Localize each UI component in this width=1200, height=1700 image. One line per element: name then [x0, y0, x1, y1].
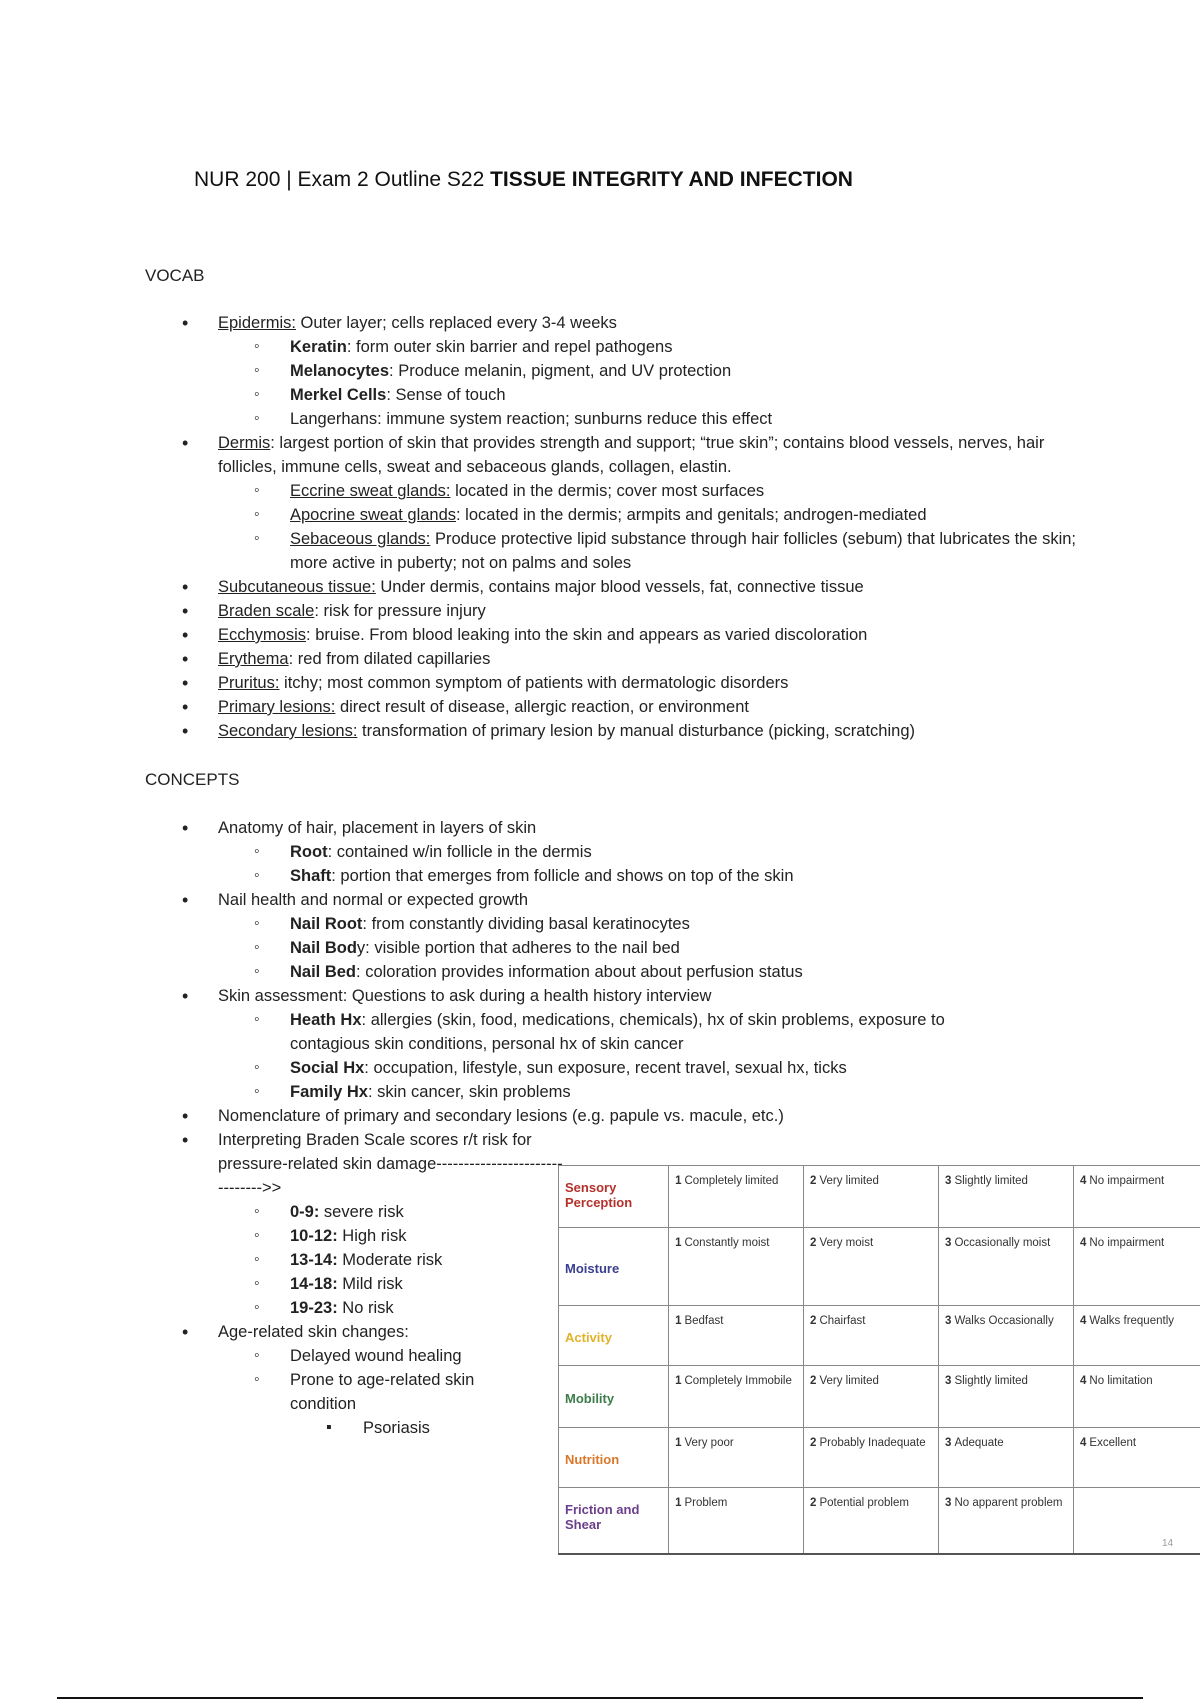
- list-item: • Erythema: red from dilated capillaries: [0, 647, 1100, 671]
- braden-cell: [669, 1488, 804, 1554]
- braden-descriptor: Constantly moist: [684, 1237, 770, 1249]
- page-number: 14: [1162, 1538, 1174, 1549]
- braden-score: 4: [1080, 1375, 1087, 1387]
- braden-score: 2: [810, 1375, 817, 1387]
- braden-score: 4: [1080, 1437, 1087, 1449]
- list-item: ◦ Merkel Cells: Sense of touch: [0, 383, 1100, 407]
- braden-category: Nutrition: [559, 1428, 669, 1488]
- list-item: • Interpreting Braden Scale scores r/t risk for pressure-related skin damage------------------------------->>: [0, 1128, 563, 1200]
- braden-scale-table: [558, 1165, 1200, 1555]
- list-item: ◦ Shaft: portion that emerges from follicle and shows on top of the skin: [0, 864, 1100, 888]
- braden-descriptor: Very limited: [819, 1175, 879, 1187]
- braden-score: 3: [945, 1315, 952, 1327]
- braden-descriptor: Potential problem: [819, 1497, 909, 1509]
- list-item: • Primary lesions: direct result of disease, allergic reaction, or environment: [0, 695, 1100, 719]
- braden-category: Friction and Shear: [559, 1488, 669, 1554]
- list-item: ◦ 13-14: Moderate risk: [0, 1248, 1100, 1272]
- braden-score: 1: [675, 1315, 682, 1327]
- list-item: ◦ Root: contained w/in follicle in the dermis: [0, 840, 1100, 864]
- braden-descriptor: Very limited: [819, 1375, 879, 1387]
- braden-cell: [939, 1306, 1074, 1366]
- braden-score: 2: [810, 1497, 817, 1509]
- list-item: ▪ Psoriasis: [0, 1416, 1100, 1440]
- braden-score: 3: [945, 1175, 952, 1187]
- braden-score: 1: [675, 1175, 682, 1187]
- braden-descriptor: Very moist: [819, 1237, 874, 1249]
- braden-cell: [669, 1366, 804, 1428]
- table-row: [559, 1306, 1200, 1366]
- list-item: ◦ Eccrine sweat glands: located in the dermis; cover most surfaces: [0, 479, 1100, 503]
- braden-score: 3: [945, 1237, 952, 1249]
- vocab-list: [0, 311, 1100, 743]
- list-item: • Dermis: largest portion of skin that provides strength and support; “true skin”; contains blood vessels, nerves, hair follicles, immune cells, sweat and sebaceous glands, collagen, elastin.: [0, 431, 1100, 479]
- braden-score: 4: [1080, 1175, 1087, 1187]
- braden-descriptor: Probably Inadequate: [819, 1437, 926, 1449]
- braden-cell: [939, 1488, 1074, 1554]
- braden-descriptor: Occasionally moist: [954, 1237, 1051, 1249]
- table-row: [559, 1366, 1200, 1428]
- braden-cell: [1074, 1366, 1200, 1428]
- list-item: • Nail health and normal or expected growth: [0, 888, 1100, 912]
- list-item: ◦ Nail Root: from constantly dividing basal keratinocytes: [0, 912, 1100, 936]
- list-item: • Age-related skin changes:: [0, 1320, 1100, 1344]
- footer-divider: [57, 1697, 1143, 1699]
- braden-cell: [1074, 1428, 1200, 1488]
- list-item: ◦ 19-23: No risk: [0, 1296, 1100, 1320]
- braden-score: 2: [810, 1315, 817, 1327]
- braden-descriptor: Chairfast: [819, 1315, 866, 1327]
- list-item: ◦ 14-18: Mild risk: [0, 1272, 1100, 1296]
- braden-descriptor: Problem: [684, 1497, 728, 1509]
- braden-cell: [804, 1366, 939, 1428]
- table-row: [559, 1228, 1200, 1306]
- braden-descriptor: Slightly limited: [954, 1175, 1028, 1187]
- braden-score: 2: [810, 1237, 817, 1249]
- list-item: ◦ Langerhans: immune system reaction; sunburns reduce this effect: [0, 407, 1100, 431]
- braden-score: 3: [945, 1497, 952, 1509]
- list-item: • Pruritus: itchy; most common symptom of patients with dermatologic disorders: [0, 671, 1100, 695]
- braden-cell: [939, 1166, 1074, 1228]
- vocab-heading: VOCAB: [145, 266, 205, 285]
- braden-cell: [1074, 1488, 1200, 1554]
- braden-descriptor: No impairment: [1089, 1237, 1165, 1249]
- braden-cell: [1074, 1166, 1200, 1228]
- braden-cell: [669, 1306, 804, 1366]
- braden-score: 4: [1080, 1237, 1087, 1249]
- list-item: • Anatomy of hair, placement in layers of skin: [0, 816, 1100, 840]
- braden-descriptor: Walks Occasionally: [954, 1315, 1054, 1327]
- braden-descriptor: No impairment: [1089, 1175, 1165, 1187]
- braden-score: 1: [675, 1375, 682, 1387]
- list-item: ◦ Nail Body: visible portion that adheres to the nail bed: [0, 936, 1100, 960]
- braden-descriptor: Walks frequently: [1089, 1315, 1174, 1327]
- braden-cell: [804, 1166, 939, 1228]
- title-prefix: NUR 200 | Exam 2 Outline S22: [194, 168, 491, 191]
- braden-category: Mobility: [559, 1366, 669, 1428]
- list-item: • Ecchymosis: bruise. From blood leaking into the skin and appears as varied discoloration: [0, 623, 1100, 647]
- list-item: ◦ Social Hx: occupation, lifestyle, sun exposure, recent travel, sexual hx, ticks: [0, 1056, 1100, 1080]
- table-row: [559, 1166, 1200, 1228]
- braden-score: 1: [675, 1497, 682, 1509]
- list-item: • Skin assessment: Questions to ask during a health history interview: [0, 984, 1100, 1008]
- braden-score: 3: [945, 1437, 952, 1449]
- braden-descriptor: No limitation: [1089, 1375, 1153, 1387]
- braden-score: 1: [675, 1437, 682, 1449]
- braden-cell: [669, 1228, 804, 1306]
- list-item: ◦ Nail Bed: coloration provides information about about perfusion status: [0, 960, 1100, 984]
- braden-descriptor: No apparent problem: [954, 1497, 1063, 1509]
- braden-cell: [804, 1306, 939, 1366]
- list-item: ◦ 10-12: High risk: [0, 1224, 1100, 1248]
- braden-cell: [804, 1228, 939, 1306]
- list-item: • Braden scale: risk for pressure injury: [0, 599, 1100, 623]
- list-item: ◦ 0-9: severe risk: [0, 1200, 1100, 1224]
- list-item: ◦ Apocrine sweat glands: located in the dermis; armpits and genitals; androgen-mediated: [0, 503, 1100, 527]
- list-item: • Secondary lesions: transformation of primary lesion by manual disturbance (picking, scratching): [0, 719, 1100, 743]
- page-title: [194, 168, 853, 192]
- braden-score: 4: [1080, 1315, 1087, 1327]
- braden-cell: [804, 1488, 939, 1554]
- braden-cell: [669, 1428, 804, 1488]
- braden-category: Sensory Perception: [559, 1166, 669, 1228]
- braden-score: 1: [675, 1237, 682, 1249]
- braden-descriptor: Completely Immobile: [684, 1375, 792, 1387]
- braden-cell: [1074, 1228, 1200, 1306]
- braden-cell: [669, 1166, 804, 1228]
- braden-category: Moisture: [559, 1228, 669, 1306]
- braden-cell: [939, 1228, 1074, 1306]
- table-row: [559, 1488, 1200, 1554]
- braden-category: Activity: [559, 1306, 669, 1366]
- title-bold: TISSUE INTEGRITY AND INFECTION: [490, 168, 853, 191]
- braden-cell: [1074, 1306, 1200, 1366]
- list-item: • Epidermis: Outer layer; cells replaced every 3-4 weeks: [0, 311, 1100, 335]
- concepts-heading: CONCEPTS: [145, 770, 240, 789]
- list-item: ◦ Prone to age-related skin condition: [0, 1368, 510, 1416]
- braden-cell: [939, 1366, 1074, 1428]
- braden-cell: [804, 1428, 939, 1488]
- braden-score: 2: [810, 1437, 817, 1449]
- list-item: ◦ Melanocytes: Produce melanin, pigment, and UV protection: [0, 359, 1100, 383]
- braden-descriptor: Completely limited: [684, 1175, 779, 1187]
- braden-descriptor: Slightly limited: [954, 1375, 1028, 1387]
- table-row: [559, 1428, 1200, 1488]
- braden-descriptor: Adequate: [954, 1437, 1004, 1449]
- braden-score: 3: [945, 1375, 952, 1387]
- list-item: ◦ Delayed wound healing: [0, 1344, 1100, 1368]
- list-item: • Subcutaneous tissue: Under dermis, contains major blood vessels, fat, connective tissue: [0, 575, 1100, 599]
- braden-score: 2: [810, 1175, 817, 1187]
- list-item: ◦ Keratin: form outer skin barrier and repel pathogens: [0, 335, 1100, 359]
- list-item: ◦ Family Hx: skin cancer, skin problems: [0, 1080, 1100, 1104]
- braden-cell: [939, 1428, 1074, 1488]
- list-item: ◦ Sebaceous glands: Produce protective lipid substance through hair follicles (sebum) that lubricates the skin; more active in puberty; not on palms and soles: [0, 527, 1100, 575]
- braden-descriptor: Excellent: [1089, 1437, 1137, 1449]
- braden-descriptor: Bedfast: [684, 1315, 724, 1327]
- list-item: ◦ Heath Hx: allergies (skin, food, medications, chemicals), hx of skin problems, exposure to contagious skin conditions, personal hx of skin cancer: [0, 1008, 1020, 1056]
- list-item: • Nomenclature of primary and secondary lesions (e.g. papule vs. macule, etc.): [0, 1104, 1100, 1128]
- braden-descriptor: Very poor: [684, 1437, 734, 1449]
